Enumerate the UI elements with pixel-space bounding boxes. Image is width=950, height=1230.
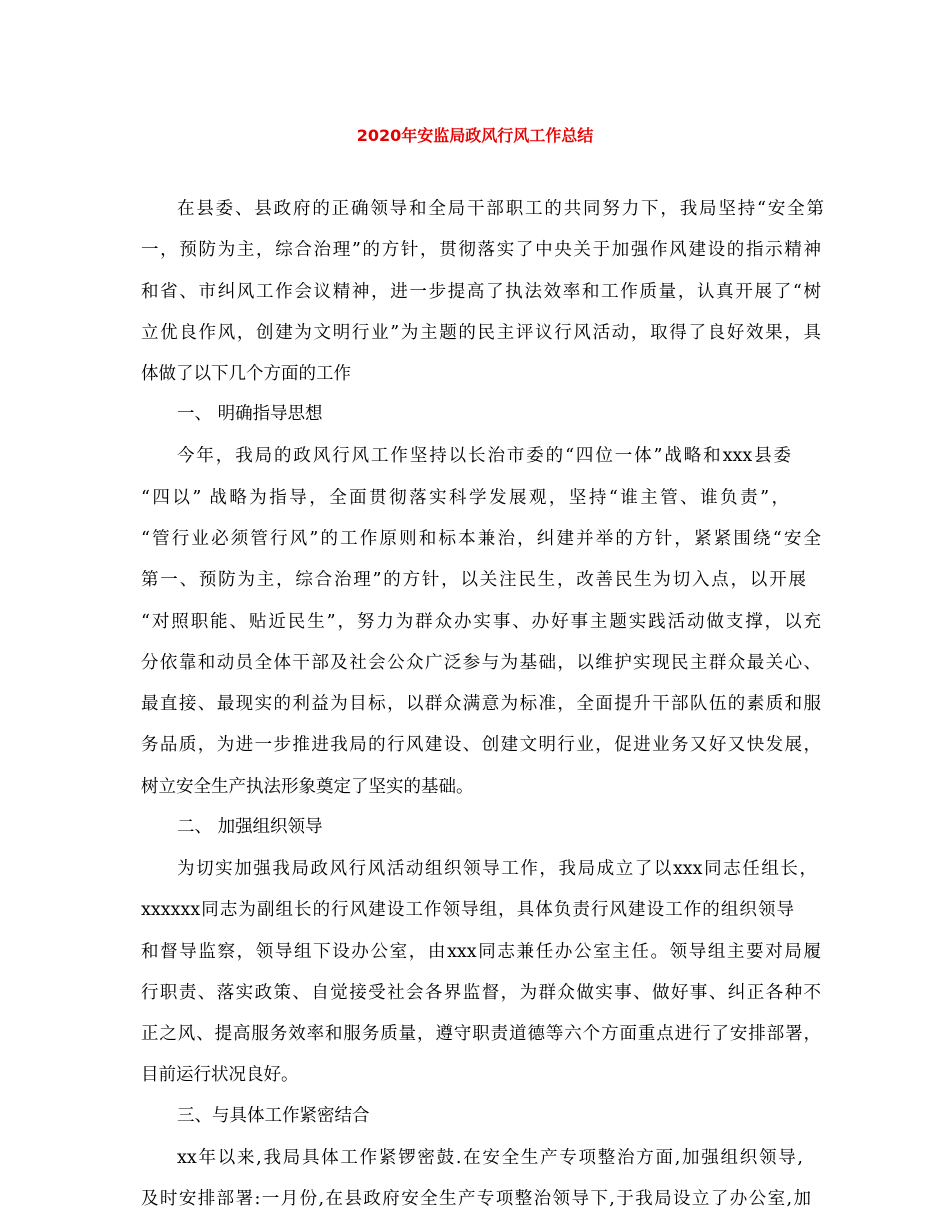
paragraph-line: “对照职能、贴近民生”，努力为群众办实事、办好事主题实践活动做支撑，以充 xyxy=(141,612,821,632)
paragraph-line: 务品质，为进一步推进我局的行风建设、创建文明行业，促进业务又好又快发展， xyxy=(141,735,821,755)
paragraph-line: 一，预防为主，综合治理”的方针，贯彻落实了中央关于加强作风建设的指示精神 xyxy=(141,240,821,260)
paragraph-line: 及时安排部署:一月份,在县政府安全生产专项整治领导下,于我局设立了办公室,加 xyxy=(141,1189,811,1209)
paragraph-line: 树立安全生产执法形象奠定了坚实的基础。 xyxy=(141,777,474,797)
paragraph-line: 立优良作风，创建为文明行业”为主题的民主评议行风活动，取得了良好效果，具 xyxy=(141,323,821,343)
paragraph-line: xxxxxx同志为副组长的行风建设工作领导组，具体负责行风建设工作的组织领导 xyxy=(141,900,794,920)
paragraph-line: 正之风、提高服务效率和服务质量，遵守职责道德等六个方面重点进行了安排部署， xyxy=(141,1024,821,1044)
paragraph-line: 和省、市纠风工作会议精神，进一步提高了执法效率和工作质量，认真开展了“树 xyxy=(141,282,821,302)
paragraph-line: xx年以来,我局具体工作紧锣密鼓.在安全生产专项整治方面,加强组织领导, xyxy=(177,1148,803,1168)
paragraph-line: 行职责、落实政策、自觉接受社会各界监督，为群众做实事、做好事、纠正各种不 xyxy=(141,983,821,1003)
document-title: 2020年安监局政风行风工作总结 xyxy=(356,126,594,145)
paragraph-line: 第一、预防为主，综合治理”的方针，以关注民生，改善民生为切入点，以开展 xyxy=(141,570,806,590)
paragraph-line: 体做了以下几个方面的工作 xyxy=(141,364,351,384)
paragraph-line: “管行业必须管行风”的工作原则和标本兼治，纠建并举的方针，紧紧围绕“安全 xyxy=(141,529,821,549)
paragraph-line: 最直接、最现实的利益为目标，以群众满意为标准，全面提升干部队伍的素质和服 xyxy=(141,694,821,714)
paragraph-line: 分依靠和动员全体干部及社会公众广泛参与为基础，以维护实现民主群众最关心、 xyxy=(141,653,821,673)
paragraph-line: 在县委、县政府的正确领导和全局干部职工的共同努力下，我局坚持“安全第 xyxy=(177,199,824,219)
paragraph-line: 为切实加强我局政风行风活动组织领导工作，我局成立了以xxx同志任组长， xyxy=(177,859,817,879)
section-heading: 一、 明确指导思想 xyxy=(177,404,323,424)
paragraph-line: 今年，我局的政风行风工作坚持以长治市委的“四位一体”战略和xxx县委 xyxy=(177,446,791,466)
paragraph-line: “四以” 战略为指导，全面贯彻落实科学发展观，坚持“谁主管、谁负责”， xyxy=(141,488,789,508)
section-heading: 三、与具体工作紧密结合 xyxy=(177,1106,370,1126)
section-heading: 二、 加强组织领导 xyxy=(177,817,323,837)
paragraph-line: 目前运行状况良好。 xyxy=(141,1065,299,1085)
paragraph-line: 和督导监察，领导组下设办公室，由xxx同志兼任办公室主任。领导组主要对局履 xyxy=(141,942,821,962)
